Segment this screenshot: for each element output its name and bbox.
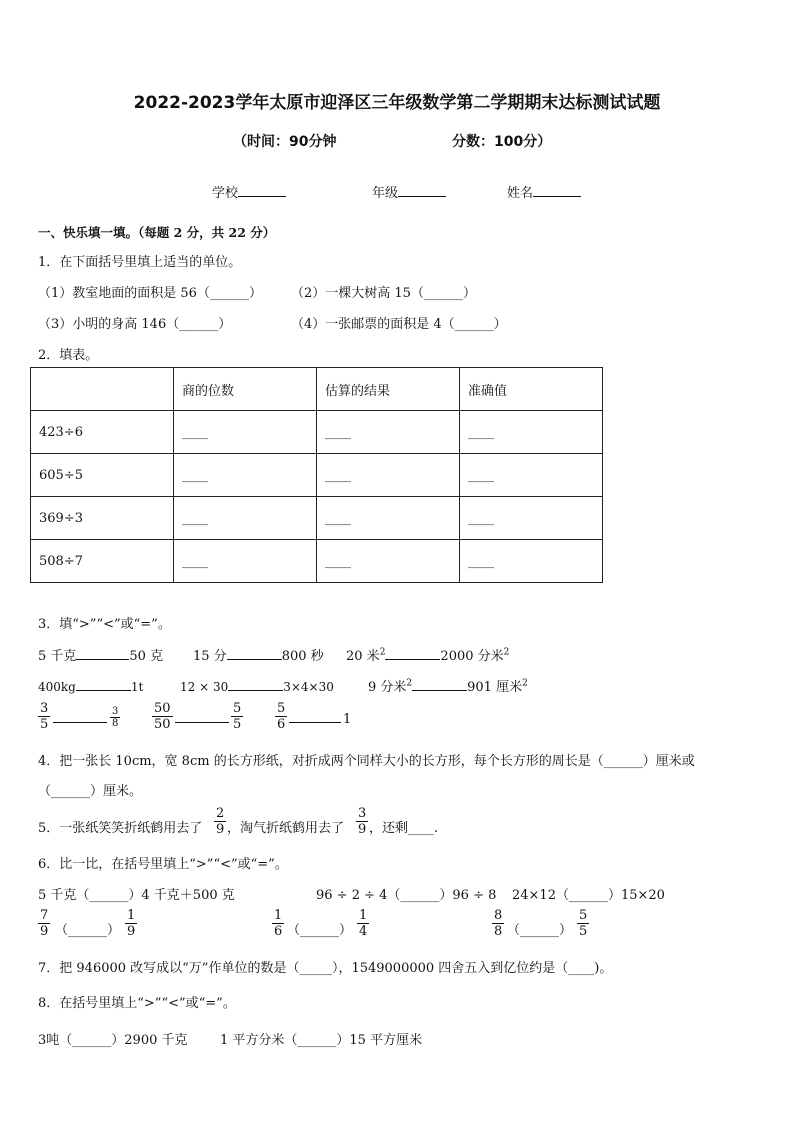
- q3-stem: 3．填“>”“<”或“=”。: [38, 617, 171, 632]
- answer-blank[interactable]: [175, 712, 229, 723]
- q3-compare[interactable]: 12 × 30 3×4×30: [180, 676, 334, 694]
- exam-score: 分数：100分）: [452, 134, 552, 150]
- table-row: [31, 497, 603, 540]
- table-header: 商的位数: [174, 368, 317, 411]
- compare-paren[interactable]: （______）: [55, 923, 121, 938]
- answer-cell[interactable]: ____: [317, 454, 460, 497]
- fraction: $\frac{5}{5}$: [233, 701, 242, 732]
- fraction: $\frac{3}{9}$: [358, 806, 367, 837]
- answer-cell[interactable]: ____: [460, 497, 603, 540]
- table-header: 估算的结果: [317, 368, 460, 411]
- fraction: $\frac{5}{5}$: [579, 908, 588, 939]
- fraction: $\frac{1}{6}$: [274, 908, 283, 939]
- row-label: 423÷6: [31, 411, 174, 454]
- q1-item-2[interactable]: （2）一棵大树高 15（______）: [291, 286, 476, 301]
- table-row: [31, 454, 603, 497]
- q8-compare[interactable]: 3吨（______）2900 千克: [38, 1033, 188, 1048]
- q6-compare[interactable]: 96 ÷ 2 ÷ 4（______）96 ÷ 8: [316, 888, 497, 903]
- fraction: $\frac{5}{6}$: [277, 701, 286, 732]
- q1-item-4[interactable]: （4）一张邮票的面积是 4（______）: [291, 317, 507, 332]
- fraction: $\frac{1}{4}$: [359, 908, 368, 939]
- q8-compare[interactable]: 1 平方分米（______）15 平方厘米: [220, 1033, 423, 1048]
- answer-cell[interactable]: ____: [317, 411, 460, 454]
- answer-cell[interactable]: ____: [174, 540, 317, 583]
- q5-text-a: 5．一张纸笑笑折纸鹤用去了: [38, 821, 203, 836]
- q3-compare[interactable]: 400kg 1t: [38, 676, 143, 694]
- table-header: 准确值: [460, 368, 603, 411]
- q4-line2[interactable]: （______）厘米。: [38, 784, 143, 799]
- compare-paren[interactable]: （______）: [287, 923, 353, 938]
- answer-cell[interactable]: ____: [174, 454, 317, 497]
- q1-item-3[interactable]: （3）小明的身高 146（______）: [38, 317, 232, 332]
- q6-stem: 6．比一比，在括号里填上“>”“<”或“=”。: [38, 857, 288, 872]
- q6-compare[interactable]: 5 千克（______）4 千克＋500 克: [38, 888, 235, 903]
- q5-text-c[interactable]: ，还剩____.: [369, 821, 439, 836]
- section-heading: 一、快乐填一填。（每题 2 分，共 22 分）: [38, 225, 276, 240]
- q8-stem: 8．在括号里填上“>”“<”或“=”。: [38, 996, 236, 1011]
- q5-text-b: ，淘气折纸鹤用去了: [227, 821, 345, 836]
- school-field[interactable]: 学校: [212, 182, 286, 201]
- q3-compare[interactable]: 9 分米$^2$ 901 厘米$^2$: [368, 676, 528, 695]
- answer-cell[interactable]: ____: [317, 540, 460, 583]
- answer-cell[interactable]: ____: [460, 454, 603, 497]
- answer-cell[interactable]: ____: [174, 411, 317, 454]
- row-label: 605÷5: [31, 454, 174, 497]
- q2-stem: 2．填表。: [38, 348, 99, 363]
- fraction: $\frac{7}{9}$: [40, 908, 49, 939]
- fraction: $\frac{3}{8}$: [112, 706, 119, 729]
- name-field[interactable]: 姓名: [507, 182, 581, 201]
- page-title: 2022-2023学年太原市迎泽区三年级数学第二学期期末达标测试试题: [133, 93, 661, 113]
- q7-text[interactable]: 7．把 946000 改写成以“万”作单位的数是（_____），1549000000 四舍五入到亿位约是（____)。: [38, 961, 613, 976]
- q4-line1[interactable]: 4．把一张长 10cm，宽 8cm 的长方形纸，对折成两个同样大小的长方形，每个长方形的周长是（______）厘米或: [38, 754, 695, 769]
- row-label: 369÷3: [31, 497, 174, 540]
- answer-cell[interactable]: ____: [460, 540, 603, 583]
- row-label: 508÷7: [31, 540, 174, 583]
- answer-blank[interactable]: [53, 712, 107, 723]
- q3-compare[interactable]: 15 分 800 秒: [193, 645, 324, 664]
- fraction: $\frac{2}{9}$: [216, 806, 225, 837]
- table-row: [31, 411, 603, 454]
- q6-compare[interactable]: 24×12（______）15×20: [512, 888, 665, 903]
- table-header-row: [31, 368, 603, 411]
- fraction: $\frac{50}{50}$: [154, 701, 171, 732]
- fraction: $\frac{3}{5}$: [40, 701, 49, 732]
- grade-field[interactable]: 年级: [372, 182, 446, 201]
- q3-compare[interactable]: 20 米$^2$ 2000 分米$^2$: [346, 645, 509, 664]
- compare-paren[interactable]: （______）: [507, 923, 573, 938]
- table-header: [31, 368, 174, 411]
- exam-time: （时间：90分钟: [233, 134, 337, 150]
- answer-cell[interactable]: ____: [317, 497, 460, 540]
- fraction: $\frac{1}{9}$: [127, 908, 136, 939]
- answer-blank[interactable]: [289, 712, 341, 723]
- q3-compare[interactable]: 5 千克 50 克: [38, 645, 163, 664]
- fill-table: [30, 367, 603, 583]
- number-one: 1: [343, 712, 352, 727]
- q1-item-1[interactable]: （1）教室地面的面积是 56（______）: [38, 286, 262, 301]
- answer-cell[interactable]: ____: [174, 497, 317, 540]
- q1-stem: 1．在下面括号里填上适当的单位。: [38, 255, 242, 270]
- fraction: $\frac{8}{8}$: [494, 908, 503, 939]
- answer-cell[interactable]: ____: [460, 411, 603, 454]
- table-row: [31, 540, 603, 583]
